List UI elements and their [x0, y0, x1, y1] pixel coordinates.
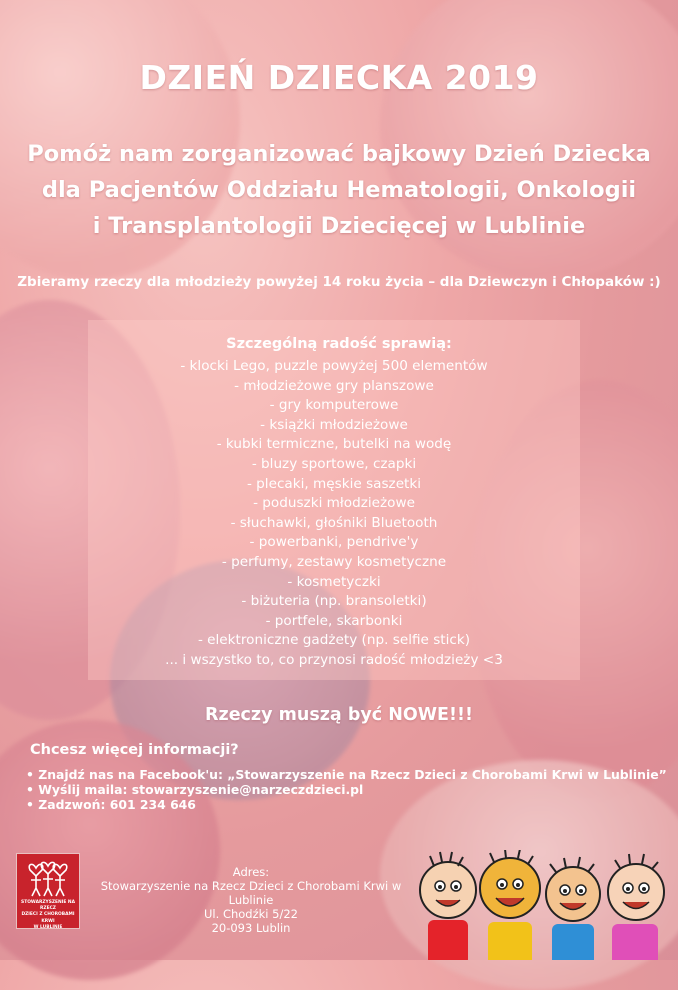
address-block: [80, 865, 422, 935]
collection-note: Zbieramy rzeczy dla młodzieży powyżej 14 roku życia – dla Dziewczyn i Chłopaków :): [17, 274, 661, 290]
wishlist-item: - poduszki młodzieżowe: [253, 495, 415, 512]
wishlist-item: - elektroniczne gadżety (np. selfie stick): [197, 632, 471, 649]
subtitle-line: dla Pacjentów Oddziału Hematologii, Onkologii: [41, 177, 637, 203]
wishlist-item: - perfumy, zestawy kosmetyczne: [221, 553, 447, 570]
phone-contact: • Zadzwoń: 601 234 646: [26, 797, 196, 812]
wishlist: [88, 357, 580, 671]
wishlist-item: - bluzy sportowe, czapki: [251, 455, 417, 472]
logo-text-line: STOWARZYSZENIE NA RZECZ: [21, 900, 75, 912]
logo-text-line: DZIECI Z CHOROBAMI KRWI: [21, 912, 75, 924]
address-line: Stowarzyszenie na Rzecz Dzieci z Chorobami Krwi w Lublinie: [100, 879, 402, 907]
wishlist-item: - klocki Lego, puzzle powyżej 500 elementów: [180, 358, 488, 374]
address-line: Ul. Chodźki 5/22: [204, 907, 298, 921]
subtitle-line: Pomóż nam zorganizować bajkowy Dzień Dziecka: [27, 141, 651, 167]
children-figures-icon: [23, 860, 73, 898]
cartoon-kids-illustration: [416, 850, 678, 960]
address-line: 20-093 Lublin: [211, 921, 291, 935]
wishlist-item: - kosmetyczki: [287, 573, 381, 590]
wishlist-item: ... i wszystko to, co przynosi radość młodzieży <3: [165, 651, 503, 668]
info-heading: Chcesz więcej informacji?: [30, 742, 239, 758]
wishlist-heading: Szczególną radość sprawią:: [226, 336, 452, 352]
wishlist-item: - powerbanki, pendrive'y: [249, 534, 419, 551]
wishlist-item: - biżuteria (np. bransoletki): [241, 593, 427, 610]
facebook-contact: • Znajdź nas na Facebook'u: „Stowarzyszenie na Rzecz Dzieci z Chorobami Krwi w Lublinie”: [26, 767, 667, 782]
contact-list: [26, 767, 667, 812]
logo-caption: [19, 900, 77, 931]
wishlist-item: - gry komputerowe: [269, 397, 399, 414]
subtitle-line: i Transplantologii Dziecięcej w Lublinie: [92, 213, 586, 239]
wishlist-item: - portfele, skarbonki: [265, 612, 403, 629]
wishlist-item: - plecaki, męskie saszetki: [246, 475, 422, 492]
wishlist-item: - książki młodzieżowe: [260, 416, 408, 433]
poster-title: DZIEŃ DZIECKA 2019: [139, 58, 539, 97]
wishlist-item: - młodzieżowe gry planszowe: [234, 377, 434, 394]
email-contact: • Wyślij maila: stowarzyszenie@narzeczdzieci.pl: [26, 782, 364, 797]
wishlist-item: - kubki termiczne, butelki na wodę: [216, 436, 452, 453]
wishlist-item: - słuchawki, głośniki Bluetooth: [230, 514, 438, 531]
association-logo: [16, 853, 80, 929]
new-items-notice: Rzeczy muszą być NOWE!!!: [205, 705, 473, 725]
logo-text-line: W LUBLINIE: [33, 924, 63, 930]
poster-subtitle: [20, 136, 658, 244]
address-label: Adres:: [232, 865, 270, 879]
